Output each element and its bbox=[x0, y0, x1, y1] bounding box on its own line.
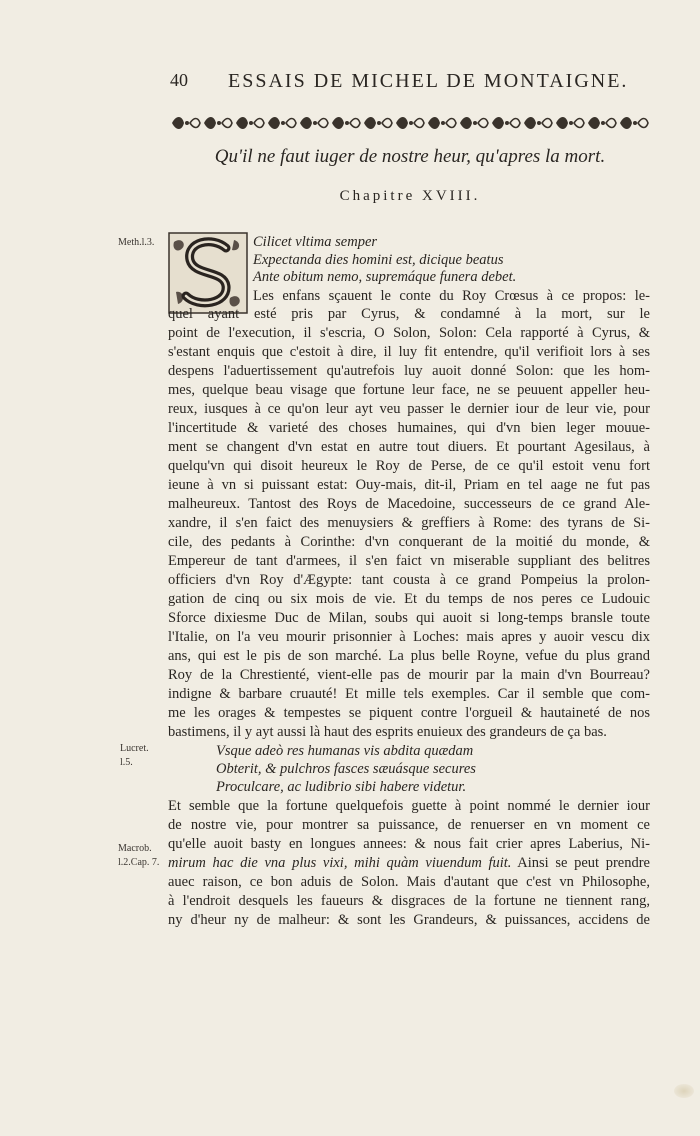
text-line: me les orages & tempestes se piquent contre l'orgueil & hautaineté de nos bbox=[168, 705, 650, 721]
text-line: xandre, il s'en faict des menuysiers & greffiers à Rome: des tyrans de Si- bbox=[168, 515, 650, 531]
verse-2-line-1: Vsque adeò res humanas vis abdita quædam bbox=[216, 743, 474, 759]
text-line: officiers d'vn Roy d'Ægypte: tant cousta à ce grand Pompeius la prolon- bbox=[168, 572, 650, 588]
text-line: l'incertitude & varieté des choses humaines, qui d'vn bien leger mouue- bbox=[168, 420, 650, 436]
text-line: bastimens, il y ayt aussi là haut des esprits enuieux des grandeurs de ça bas. bbox=[168, 724, 607, 740]
text-line: quel ayant esté pris par Cyrus, & condamné à la mort, sur le bbox=[168, 306, 650, 322]
chapter-title: Qu'il ne faut iuger de nostre heur, qu'apres la mort. bbox=[214, 146, 606, 167]
margin-note-lucret bbox=[120, 742, 149, 770]
text-line: ans, qui est le pis de son marché. La plus belle Royne, vefue du plus grand bbox=[168, 648, 650, 664]
text-line: reux, iusques à ce qu'on leur ayt veu passer le dernier iour de leur vie, pour bbox=[168, 401, 650, 417]
text-line: de nostre vie, pour montrer sa puissance, de renuerser en vn moment ce bbox=[168, 817, 650, 833]
page-header bbox=[166, 70, 646, 96]
verse-2-line-3: Proculcare, ac ludibrio sibi habere videtur. bbox=[216, 779, 467, 795]
text-line: Empereur de tant d'armees, il s'en faict vn miserable suppliant des belitres bbox=[168, 553, 650, 569]
text-line: l'Italie, on l'a veu mourir prisonnier à Loches: mais apres y auoir vescu dix bbox=[168, 629, 650, 645]
text-line: Roy de la Chrestienté, vient-elle pas de mourir par la main d'vn Bourreau? bbox=[168, 667, 650, 683]
text-line: qu'elle auoit basty en longues annees: & nous fait crier apres Laberius, Ni- bbox=[168, 836, 650, 852]
margin-note-meth: Meth.l.3. bbox=[118, 237, 155, 248]
text-line: mes, quelque beau visage que fortune leur face, ne se peuuent appeller heu- bbox=[168, 382, 650, 398]
text-line: point de l'execution, il s'escria, O Solon, Solon: Cela rapporté à Cyrus, & bbox=[168, 325, 650, 341]
paper-stain bbox=[674, 1084, 694, 1098]
text-line: à l'endroit desquels les faueurs & disgraces de la fortune ne tiennent rang, bbox=[168, 893, 650, 909]
text-line: Les enfans sçauent le conte du Roy Crœsus à ce propos: le- bbox=[253, 288, 650, 304]
ornamental-drop-cap-s bbox=[168, 232, 248, 314]
running-title: ESSAIS DE MICHEL DE MONTAIGNE. bbox=[228, 70, 629, 92]
text-line: ny d'heur ny de malheur: & sont les Grandeurs, & puissances, accidens de bbox=[168, 912, 650, 928]
latin-quote: mirum hac die vna plus vixi, mihi quàm viuendum fuit. bbox=[168, 855, 512, 871]
verse-2-line-2: Obterit, & pulchros fasces sæuásque secures bbox=[216, 761, 476, 777]
text-line: auec raison, ce bon aduis de Solon. Mais d'autant que c'est vn Philosophe, bbox=[168, 874, 650, 890]
text-line-latin-quote bbox=[168, 854, 650, 872]
verse-1-line-1: Cilicet vltima semper bbox=[253, 234, 378, 250]
text-line: s'estant enquis que c'estoit à dire, il luy fit entendre, qu'il verifioit lors à ses bbox=[168, 344, 650, 360]
text-line: gation de cinq ou six mois de vie. Et du temps de nos peres ce Ludouic bbox=[168, 591, 650, 607]
text-line: despens l'aduertissement qu'autrefois luy auoit donné Solon: que les hom- bbox=[168, 363, 650, 379]
text-fragment: Ainsi se peut prendre bbox=[511, 855, 650, 871]
fleuron-row bbox=[172, 117, 648, 129]
text-line: ieune à vn si puissant estat: Ouy-mais, dit-il, Priam en tel aage ne fut pas bbox=[168, 477, 650, 493]
margin-note-macrob bbox=[118, 842, 159, 870]
page-number: 40 bbox=[170, 70, 188, 90]
margin-note-lucret-line2: l.5. bbox=[120, 757, 133, 768]
text-line: ment se changent d'vn estat en autre tout diuers. Et pourtant Agesilaus, à bbox=[168, 439, 650, 455]
text-line: indigne & barbare cruauté! Et mille tels exemples. Car il semble que com- bbox=[168, 686, 650, 702]
text-line: Et semble que la fortune quelquefois guette à point nommé le dernier iour bbox=[168, 798, 650, 814]
margin-note-macrob-line1: Macrob. bbox=[118, 843, 152, 854]
margin-note-lucret-line1: Lucret. bbox=[120, 743, 149, 754]
text-line: cile, des pedants à Corinthe: d'vn conquerant de la moitié du monde, & bbox=[168, 534, 650, 550]
text-line: malheureux. Tantost des Roys de Macedoine, successeurs de ce grand Ale- bbox=[168, 496, 650, 512]
text-line: quelqu'vn qui disoit heureux le Roy de Perse, de ce qu'il estoit venu fort bbox=[168, 458, 650, 474]
text-line: Sforce dixiesme Duc de Milan, soubs qui auoit si long-temps bransle toute bbox=[168, 610, 650, 626]
margin-note-macrob-line2: l.2.Cap. 7. bbox=[118, 857, 160, 868]
verse-1-line-3: Ante obitum nemo, supremáque funera debet. bbox=[253, 269, 517, 285]
verse-1-line-2: Expectanda dies homini est, dicique beatus bbox=[253, 252, 504, 268]
chapter-number: Chapitre XVIII. bbox=[339, 188, 481, 204]
decorative-fleuron-band bbox=[170, 112, 658, 134]
